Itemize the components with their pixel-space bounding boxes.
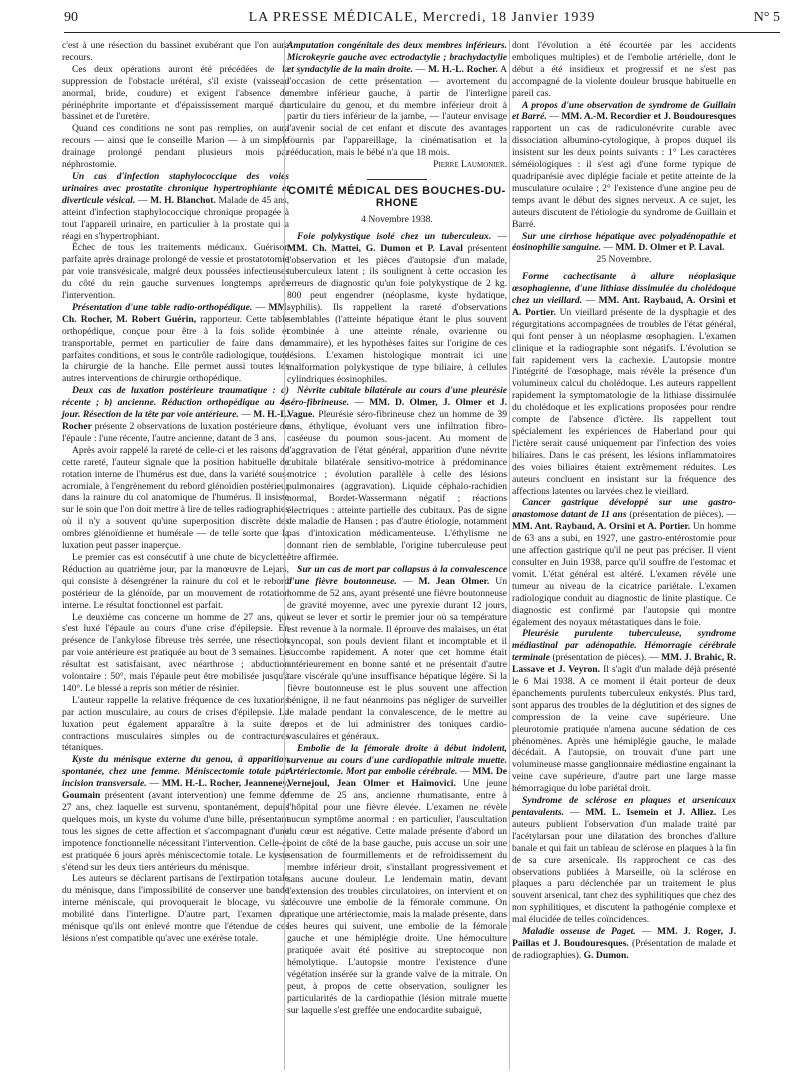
abstract-text: Un homme de 63 ans a subi, en 1927, une gastro-entérostomie pour une affection gastrique qu'il ne peut pas préciser. Il vient consulter en Juin 1938, parce qu'il souffre de l'estomac et vomit. L'état général est altéré. L'examen révèle une tumeur au niveau de la cicatrice pariétale. L'examen radiologique conduit au diagnostic de linite plastique. Ce diagnostic est confirmé par l'autopsie qui montre également des noyaux métastatiques dans le foie.: [512, 521, 737, 628]
abstract-text: présentent l'observation et les pièces d'autopsie d'un malade, tuberculeux latent ; ils soulignent à cette occasion les erreurs de diagnostic qu'un foie polykystique de 2 kg. 800 peut engendrer (néoplasme, kyste hydatique, syphilis). Ils rappellent la rareté d'observations semblables (l'atteinte hépatique étant le plus souvent combinée à une atteinte rénale, ovarienne ou mammaire), et les hypothèses faites sur l'origine de ces lésions. L'examen histologique montrait ici une malformation polykystique de type biliaire, à cellules cylindriques éosinophiles.: [287, 242, 507, 385]
paragraph: Ces deux opérations auront été précédées de la suppression de l'obstacle urétéral, s'il existe (vaisseau anormal, bride, coudure) et exigent l'absence de périnéphrite importante et d'épaississement marqué du bassinet et de l'uretère.: [62, 63, 289, 123]
abstract-authors: MM. De Vernejoul, Jean Olmer et Haïmovici.: [287, 766, 508, 790]
abstract-entry: Deux cas de luxation postérieure traumatique : a) récente ; b) ancienne. Réduction orthopédique au 4e jour. Résection de la tête par voie antérieure. — M. H.-L. Rocher présente 2 observations de luxation postérieure de l'épaule : l'une récente, l'autre ancienne, datant de 3 ans.: [62, 385, 289, 444]
abstract-title-note: (présentation de pièces).: [552, 652, 647, 664]
abstract-text: Malade de 45 ans, atteint d'infection staphylococcique chronique propagée à tout l'appareil urinaire, en particulier à la prostate qui a réagi en s'hypertrophiant.: [62, 194, 289, 242]
column-left: [62, 40, 289, 945]
paragraph: Le deuxième cas concerne un homme de 27 ans, qui s'est luxé l'épaule au cours d'une crise d'épilepsie. En présence de l'ankylose fibreuse très serrée, une résection par voie antérieure est pratiquée au bout de 3 semaines. Le résultat est satisfaisant, avec néarthrose ; abduction volontaire : 50°, mais l'épaule peut être mobilisée jusqu'à 140°. Le blessé a repris son métier de résinier.: [62, 611, 289, 694]
abstract-title: Un cas d'infection staphylococcique des voies urinaires avec prostatite chronique hypertrophiante et diverticule vésical.: [62, 170, 289, 206]
paragraph: dont l'évolution a été écourtée par les accidents emboliques multiples) et de l'embolie artérielle, dont le début a été insidieux et progressif et ne s'est pas accompagné de la violente douleur brusque habituelle en pareil cas.: [512, 40, 736, 99]
abstract-text: A l'occasion de cette présentation — avortement du membre inférieur gauche, à partir de l'interligne articulaire du genou, et du membre inférieur droit à partir du tiers inférieur de la jambe, — l'auteur envisage l'avenir social de cet enfant et discute des avantages fournis par l'appareillage, la cinématisation et la rééducation, mais le bébé n'a que 18 mois.: [287, 63, 507, 159]
abstract-entry: Maladie osseuse de Paget. — MM. J. Roger, J. Paillas et J. Boudouresques. (Présentation de malade et de radiographies). G. Dumon.: [512, 926, 737, 961]
abstract-entry: Foie polykystique isolé chez un tuberculeux. — MM. Ch. Mattei, G. Dumon et P. Laval présentent l'observation et les pièces d'autopsie d'un malade, tuberculeux latent ; ils soulignent à cette occasion les erreurs de diagnostic qu'un foie polykystique de 2 kg. 800 peut engendrer (néoplasme, kyste hydatique, syphilis). Ils rappellent la rareté d'observations semblables (l'atteinte hépatique étant le plus souvent combinée à une atteinte rénale, ovarienne ou mammaire), et les hypothèses faites sur l'origine de ces lésions. L'examen histologique montrait ici une malformation polykystique de type biliaire, à cellules cylindriques éosinophiles.: [287, 230, 507, 385]
running-header: [64, 10, 780, 32]
abstract-text: Il s'agit d'un malade déjà présenté le 6 Mai 1938. A ce moment il était porteur de deux épanchements purulents tuberculeux enkystés. Plus tard, sont apparus des troubles de la déglutition et des signes de compression de la veine cave supérieure. Une pleurotomie pratiquée n'amena aucune sédation de ces phénomènes. Après une hémiplégie gauche, le malade décédait. A l'autopsie, on trouvait d'une part une volumineuse masse ganglionnaire médiastine engainant la veine cave supérieure, d'autre part une large masse hémorragique du lobe pariétal droit.: [512, 664, 736, 795]
section-date: 4 Novembre 1938.: [361, 213, 433, 225]
abstract-entry: Présentation d'une table radio-orthopédique. — MM. Ch. Rocher, M. Robert Guérin, rapporteur. Cette table orthopédique, conçue pour être à la fois solide et transportable, permet en particulier de faire dans de parfaites conditions, et sous le contrôle radiologique, toute la chirurgie de la hanche. Elle permet aussi toutes les autres interventions de chirurgie orthopédique.: [62, 301, 289, 385]
abstract-entry: Un cas d'infection staphylococcique des voies urinaires avec prostatite chronique hypertrophiante et diverticule vésical. — M. H. Blanchot. Malade de 45 ans, atteint d'infection staphylococcique chronique propagée à tout l'appareil urinaire, en particulier à la prostate qui a réagi en s'hypertrophiant.: [62, 170, 289, 242]
abstract-authors: MM. A.-M. Recordier et J. Boudouresques: [561, 111, 736, 123]
abstract-authors: MM. D. Olmer et P. Laval.: [615, 242, 725, 254]
abstract-entry: A propos d'une observation de syndrome de Guillain et Barré. — MM. A.-M. Recordier et J. Boudouresques rapportent un cas de radiculonévrite curable avec dissociation albumino-cytologique, à propos duquel ils insistent sur les deux points suivants : 1° Les caractères séméiologiques : il s'est agi d'une forme typique de quadriparésie avec diplégie faciale et petite atteinte de la musculature oculaire ; 2° l'existence d'une angine peu de temps avant le début des signes nerveux. A ce sujet, les auteurs discutent de l'étiologie du syndrome de Guillain et Barré.: [512, 99, 736, 230]
abstract-title: Cancer gastrique développé sur une gastro-anastomose datant de 11 ans: [512, 497, 736, 521]
abstract-entry: Embolie de la fémorale droite à début indolent, survenue au cours d'une cardiopathie mitrale muette. Artériectomie. Mort par embolie cérébrale. — MM. De Vernejoul, Jean Olmer et Haïmovici. Une jeune femme de 25 ans, ancienne rhumatisante, entre à l'hôpital pour une fièvre élevée. L'examen ne révèle aucun symptôme anormal : en particulier, l'auscultation du cœur est négative. Cette malade présente d'abord un point de côté de la base gauche, puis accuse un soir une sensation de fourmillements et de refroidissement du membre inférieur droit, s'installant progressivement et sans aucune douleur. Le lendemain matin, devant l'extension des troubles circulatoires, on intervient et on découvre une embolie de la fémorale commune. On pratique une artériectomie, mais la malade présente, dans les heures qui suivent, une embolie de la fémorale gauche et une hémiplégie droite. Une hémoculture pratiquée avait été positive au streptocoque non hémolytique. L'autopsie montre l'existence d'une végétation insérée sur la grande valve de la mitrale. On peut, à propos de cette observation, souligner les particularités de la cardiopathie (lésion mitrale muette sur laquelle s'est greffée une endocardite subaiguë,: [287, 742, 508, 1016]
abstract-authors: M. H.-L. Rocher.: [427, 63, 498, 75]
abstract-text: présente 2 observations de luxation postérieure de l'épaule : l'une récente, l'autre ancienne, datant de 3 ans.: [62, 421, 289, 444]
abstract-title: Présentation d'une table radio-orthopédique.: [72, 301, 253, 313]
abstract-authors: MM. H.-L. Rocher, Jeanneney, Goumain: [62, 778, 290, 802]
abstract-title: Kyste du ménisque externe du genou, à apparition spontanée, chez une femme. Méniscectomie totale par incision transversale.: [62, 754, 289, 790]
paragraph: c'est à une résection du bassinet exubérant que l'on aura recours.: [62, 40, 289, 63]
abstract-entry: Kyste du ménisque externe du genou, à apparition spontanée, chez une femme. Méniscectomie totale par incision transversale. — MM. H.-L. Rocher, Jeanneney, Goumain présentent (avant intervention) une femme de 27 ans, chez laquelle est survenu, spontanément, depuis quelques mois, un kyste du volume d'une bille, présentant tous les signes de cette affection et s'accompagnant d'une impotence fonctionnelle nécessitant l'intervention. Celle-ci est pratiquée 6 jours après méniscectomie totale. Le kyste s'étend sur les deux tiers antérieurs du ménisque.: [62, 754, 290, 873]
paragraph: Les auteurs se déclarent partisans de l'extirpation totale du ménisque, dans l'impossibilité de conserver une bande interne méniscale, qui provoquerait le blocage, vu sa mobilité dans l'interligne. D'autre part, l'examen du ménisque qu'ils ont enlevé montre que l'étendue de ces lésions n'est compatible qu'avec une exérèse totale.: [62, 873, 289, 944]
abstract-entry: Sur une cirrhose hépatique avec polyadénopathie et éosinophilie sanguine. — MM. D. Olmer et P. Laval.: [512, 230, 736, 254]
abstract-authors: MM. Ant. Raybaud, A. Orsini et A. Portier.: [512, 295, 736, 318]
abstract-entry: Pleurésie purulente tuberculeuse, syndrome médiastinal par adénopathie. Hémorragie cérébrale terminale (présentation de pièces). — MM. J. Brahic, R. Lassave et J. Veyron. Il s'agit d'un malade déjà présenté le 6 Mai 1938. A ce moment il était porteur de deux épanchements purulents tuberculeux enkystés. Plus tard, sont apparus des troubles de la déglutition et des signes de compression de la veine cave supérieure. Une pleurotomie pratiquée n'amena aucune sédation de ces phénomènes. Après une hémiplégie gauche, le malade décédait. A l'autopsie, on trouvait d'une part une volumineuse masse ganglionnaire médiastine engainant la veine cave supérieure, d'autre part une large masse hémorragique du lobe pariétal droit.: [512, 628, 737, 795]
abstract-title: Maladie osseuse de Paget.: [522, 926, 636, 938]
abstract-authors: MM. Ch. Rocher, M. Robert Guérin,: [62, 301, 289, 325]
abstract-authors: MM. Ch. Mattei, G. Dumon et P. Laval: [287, 242, 463, 254]
abstract-authors: MM. J. Brahic, R. Lassave et J. Veyron.: [512, 652, 737, 676]
column-divider: [509, 40, 510, 1070]
column-right: [512, 40, 736, 962]
paragraph: Échec de tous les traitements médicaux. Guérison parfaite après drainage prolongé de vessie et prostatotomie par voie transvésicale, malgré deux poussées infectieuses du côté du rein gauche survenues longtemps après l'intervention.: [62, 242, 289, 302]
abstract-title: Deux cas de luxation postérieure traumatique : a) récente ; b) ancienne. Réduction orthopédique au 4e jour. Résection de la tête par voie antérieure.: [62, 385, 289, 421]
abstract-text: rapportent un cas de radiculonévrite curable avec dissociation albumino-cytologique, à propos duquel ils insistent sur les deux points suivants : 1° Les caractères séméiologiques : il s'est agi d'une forme typique de quadriparésie avec diplégie faciale et petite atteinte de la musculature oculaire ; 2° l'existence d'une angine peu de temps avant le début des signes nerveux. A ce sujet, les auteurs discutent de l'étiologie du syndrome de Guillain et Barré.: [512, 123, 736, 230]
abstract-text: Pleurésie séro-fibrineuse chez un homme de 39 ans, éthylique, évoluant vers une infiltration fibro-caséeuse du poumon sous-jacent. Au moment de l'aggravation de l'état général, apparition d'une névrite cubitale bilatérale sensitivo-motrice à prédominance motrice ; évolution parallèle à celle des lésions pulmonaires (aggravation). Liquide céphalo-rachidien normal, Bordet-Wassermann négatif ; réactions électriques : atteinte partielle des cubitaux. Pas de signe de maladie de Hansen ; pas d'autre étiologie, notamment pas d'intoxication médicamenteuse. L'éthylisme ne donnant rien de semblable, l'origine tuberculeuse peut être affirmée.: [287, 409, 508, 564]
section-date: 25 Novembre.: [596, 254, 652, 266]
abstract-title-note: (présentation de pièces).: [629, 509, 724, 521]
abstract-text: (Présentation de malade et de radiographies).: [512, 937, 736, 961]
abstract-entry: Sur un cas de mort par collapsus à la convalescence d'une fièvre boutonneuse. — M. Jean Olmer. Un homme de 52 ans, ayant présenté une fièvre boutonneuse de gravité moyenne, avec une pyrexie durant 12 jours, veut se lever et sortir le premier jour où sa température est revenue à la normale. Il éprouve des malaises, un état syncopal, son pouls devient filant et incomptable et il succombe rapidement. A noter que cet homme était antérieurement en bonne santé et ne présentait d'autre tare viscérale qu'une insuffisance hépatique légère. Si la fièvre boutonneuse est le plus souvent une affection bénigne, il ne faut néanmoins pas négliger de surveiller le malade pendant la convalescence, de le mettre au repos et de lui administrer des toniques cardio-vasculaires et généraux.: [287, 564, 507, 742]
abstract-text: rapporteur. Cette table orthopédique, conçue pour être à la fois solide et transportable, permet en particulier de faire dans de parfaites conditions, et sous le contrôle radiologique, toute la chirurgie de la hanche. Elle permet aussi toutes les autres interventions de chirurgie orthopédique.: [62, 313, 289, 385]
abstract-title: Névrite cubitale bilatérale au cours d'une pleurésie séro-fibrineuse.: [287, 385, 507, 409]
paragraph: Après avoir rappelé la rareté de celle-ci et les raisons de cette rareté, l'auteur signale que la position habituelle de rotation interne de l'humérus est due, dans la variété sous-acromiale, à l'engrènement du rebord glénoïdien postérieur dans la rainure du col anatomique de l'humérus. Il insiste sur le soin que l'on doit mettre à lire de telles radiographies où il n'y a souvent qu'une superposition discrète des ombres glénoïdienne et humérale — de telle sorte que la luxation peut passer inaperçue.: [62, 444, 289, 552]
abstract-text: Un homme de 52 ans, ayant présenté une fièvre boutonneuse de gravité moyenne, avec une pyrexie durant 12 jours, veut se lever et sortir le premier jour où sa température est revenue à la normale. Il éprouve des malaises, un état syncopal, son pouls devient filant et incomptable et il succombe rapidement. A noter que cet homme était antérieurement en bonne santé et ne présentait d'autre tare viscérale qu'une insuffisance hépatique légère. Si la fièvre boutonneuse est le plus souvent une affection bénigne, il ne faut néanmoins pas négliger de surveiller le malade pendant la convalescence, de le mettre au repos et de lui administrer des toniques cardio-vasculaires et généraux.: [287, 575, 507, 742]
abstract-title: Sur un cas de mort par collapsus à la convalescence d'une fièvre boutonneuse.: [287, 564, 507, 587]
abstract-title: Pleurésie purulente tuberculeuse, syndrome médiastinal par adénopathie. Hémorragie cérébrale terminale: [512, 628, 736, 664]
paragraph: L'auteur rappelle la relative fréquence de ces luxations par action musculaire, au cours de crises d'épilepsie. La luxation peut également apparaître à la suite de contractions musculaires simples ou de contractures tétaniques.: [62, 694, 289, 754]
abstract-title: Syndrome de sclérose en plaques et arsenicaux pentavalents.: [512, 795, 736, 818]
abstract-title: Foie polykystique isolé chez un tuberculeux.: [297, 230, 492, 242]
abstract-entry: Amputation congénitale des deux membres inférieurs. Microkeyrie gauche avec ectrodactylie ; brachydactylie et syndactylie de la main droite. — M. H.-L. Rocher. A l'occasion de cette présentation — avortement du membre inférieur gauche, à partir de l'interligne articulaire du genou, et du membre inférieur droit à partir du tiers inférieur de la jambe, — l'auteur envisage l'avenir social de cet enfant et discute des avantages fournis par l'appareillage, la cinématisation et la rééducation, mais le bébé n'a que 18 mois.: [287, 40, 507, 159]
abstract-authors: MM. J. Roger, J. Paillas et J. Boudouresques.: [512, 926, 737, 949]
abstract-title: A propos d'une observation de syndrome de Guillain et Barré.: [512, 99, 736, 123]
abstract-text: présentent (avant intervention) une femme de 27 ans, chez laquelle est survenu, spontanément, depuis quelques mois, un kyste du volume d'une bille, présentant tous les signes de cette affection et s'accompagnant d'une impotence fonctionnelle nécessitant l'intervention. Celle-ci est pratiquée 6 jours après méniscectomie totale. Le kyste s'étend sur les deux tiers antérieurs du ménisque.: [62, 790, 289, 873]
paragraph: Le premier cas est consécutif à une chute de bicyclette. Réduction au quatrième jour, par la manœuvre de Lejars, qui consiste à désengréner la rainure du col et le rebord postérieur de la glénoïde, par un mouvement de rotation interne. Le résultat fonctionnel est parfait.: [62, 551, 289, 611]
issue-number: N° 5: [753, 10, 780, 25]
abstract-authors: M. Jean Olmer.: [418, 575, 490, 587]
abstract-text: Une jeune femme de 25 ans, ancienne rhumatisante, entre à l'hôpital pour une fièvre élevée. L'examen ne révèle aucun symptôme anormal : en particulier, l'auscultation du cœur est négative. Cette malade présente d'abord un point de côté de la base gauche, puis accuse un soir une sensation de fourmillements et de refroidissement du membre inférieur droit, s'installant progressivement et sans aucune douleur. Le lendemain matin, devant l'extension des troubles circulatoires, on intervient et on découvre une embolie de la fémorale commune. On pratique une artériectomie, mais la malade présente, dans les heures qui suivent, une embolie de la fémorale gauche et une hémiplégie droite. Une hémoculture pratiquée avait été positive au streptocoque non hémolytique. L'autopsie montre l'existence d'une végétation insérée sur la grande valve de la mitrale. On peut, à propos de cette observation, souligner les particularités de la cardiopathie (lésion mitrale muette sur laquelle s'est greffée une endocardite subaiguë,: [287, 778, 507, 1016]
abstract-title: Amputation congénitale des deux membres inférieurs. Microkeyrie gauche avec ectrodactylie ; brachydactylie et syndactylie de la main droite.: [287, 40, 507, 75]
abstract-text: Les auteurs publient l'observation d'un malade traité par l'acétylarsan pour une dilatation des bronches d'allure banale et qui fait un tableau de sclérose en plaques à la fin de sa cure arsenicale. Ils rapprochent ce cas des observations publiées à Marseille, où la sclérose en plaques a paru déclenchée par un traitement le plus souvent arsenical, tant chez des syphilitiques que chez des non syphilitiques, et discutent la pathogénie complexe et mal élucidée de telles coïncidences.: [512, 807, 737, 926]
signature: G. Dumon.: [583, 949, 629, 961]
abstract-authors: MM. D. Olmer, J. Olmer et J. Vague.: [287, 397, 508, 421]
abstract-title: Forme cachectisante à allure néoplasique œsophagienne, d'une lithiase dissimulée du cholédoque chez un vieillard.: [512, 271, 736, 307]
signature: Pierre Laumonier.: [433, 159, 507, 171]
abstract-entry: Forme cachectisante à allure néoplasique œsophagienne, d'une lithiase dissimulée du cholédoque chez un vieillard. — MM. Ant. Raybaud, A. Orsini et A. Portier. Un vieillard présente de la dysphagie et des régurgitations accompagnées de troubles de l'état général, qui font penser à un néoplasme œsophagien. L'examen clinique et la radiographie sont négatifs. L'évolution se fait rapidement vers la cachexie. L'autopsie montre l'intégrité de l'œsophage, mais révèle la présence d'un volumineux calcul du cholédoque. Les auteurs rappellent rapidement la symptomatologie de la lithiase dissimulée du cholédoque et les explications proposées pour rendre compte de l'absence d'ictère. Ils rappellent tout spécialement les expériences de Haberland pour qui l'ictère serait causé uniquement par l'infection des voies biliaires. Dans le cas présent, les lésions inflammatoires des voies biliaires étaient extrêmement réduites. Les auteurs concluent en insistant sur la fréquence des affections latentes ou larvées chez le vieillard.: [512, 271, 736, 497]
abstract-text: Un vieillard présente de la dysphagie et des régurgitations accompagnées de troubles de l'état général, qui font penser à un néoplasme œsophagien. L'examen clinique et la radiographie sont négatifs. L'évolution se fait rapidement vers la cachexie. L'autopsie montre l'intégrité de l'œsophage, mais révèle la présence d'un volumineux calcul du cholédoque. Les auteurs rappellent rapidement la symptomatologie de la lithiase dissimulée du cholédoque et les explications proposées pour rendre compte de l'absence d'ictère. Ils rappellent tout spécialement les expériences de Haberland pour qui l'ictère serait causé uniquement par l'infection des voies biliaires. Dans le cas présent, les lésions inflammatoires des voies biliaires étaient extrêmement réduites. Les auteurs concluent en insistant sur la fréquence des affections latentes ou larvées chez le vieillard.: [512, 306, 736, 497]
abstract-authors: M. H.-L. Rocher: [62, 409, 289, 432]
section-title: COMITÉ MÉDICAL DES BOUCHES-DU-RHONE: [288, 184, 506, 209]
journal-title: LA PRESSE MÉDICALE, Mercredi, 18 Janvier 1939: [248, 10, 596, 25]
header-rule: [64, 32, 780, 33]
section-rule: [367, 179, 427, 180]
abstract-entry: Cancer gastrique développé sur une gastro-anastomose datant de 11 ans (présentation de pièces). — MM. Ant. Raybaud, A. Orsini et A. Portier. Un homme de 63 ans a subi, en 1927, une gastro-entérostomie pour une affection gastrique qu'il ne peut pas préciser. Il vient consulter en Juin 1938, parce qu'il souffre de l'estomac et vomit. L'état général est altéré. L'examen révèle une tumeur au niveau de la cicatrice pariétale. L'examen radiologique conduit au diagnostic de linite plastique. Ce diagnostic est confirmé par l'autopsie qui montre également des noyaux métastatiques dans le foie.: [512, 497, 737, 628]
abstract-authors: MM. L. Isemein et J. Alliez.: [585, 807, 717, 818]
abstract-authors: M. H. Blanchot.: [150, 194, 216, 206]
abstract-title: Sur une cirrhose hépatique avec polyadénopathie et éosinophilie sanguine.: [512, 230, 736, 254]
paragraph: Quand ces conditions ne sont pas remplies, on aura recours — ainsi que le conseille Marion — à un simple drainage prolongé pendant plusieurs mois par néphrostomie.: [62, 123, 289, 171]
abstract-entry: Syndrome de sclérose en plaques et arsenicaux pentavalents. — MM. L. Isemein et J. Alliez. Les auteurs publient l'observation d'un malade traité par l'acétylarsan pour une dilatation des bronches d'allure banale et qui fait un tableau de sclérose en plaques à la fin de sa cure arsenicale. Ils rapprochent ce cas des observations publiées à Marseille, où la sclérose en plaques a paru déclenchée par un traitement le plus souvent arsenical, tant chez des syphilitiques que chez des non syphilitiques, et discutent la pathogénie complexe et mal élucidée de telles coïncidences.: [512, 795, 737, 926]
abstract-entry: Névrite cubitale bilatérale au cours d'une pleurésie séro-fibrineuse. — MM. D. Olmer, J. Olmer et J. Vague. Pleurésie séro-fibrineuse chez un homme de 39 ans, éthylique, évoluant vers une infiltration fibro-caséeuse du poumon sous-jacent. Au moment de l'aggravation de l'état général, apparition d'une névrite cubitale bilatérale sensitivo-motrice à prédominance motrice ; évolution parallèle à celle des lésions pulmonaires (aggravation). Liquide céphalo-rachidien normal, Bordet-Wassermann négatif ; réactions électriques : atteinte partielle des cubitaux. Pas de signe de maladie de Hansen ; pas d'autre étiologie, notamment pas d'intoxication médicamenteuse. L'éthylisme ne donnant rien de semblable, l'origine tuberculeuse peut être affirmée.: [287, 385, 508, 564]
column-middle: [287, 40, 507, 1017]
abstract-title: Embolie de la fémorale droite à début indolent, survenue au cours d'une cardiopathie mitrale muette. Artériectomie. Mort par embolie cérébrale.: [287, 742, 507, 778]
column-divider: [284, 40, 285, 1070]
page-number: 90: [64, 10, 78, 25]
abstract-authors: MM. Ant. Raybaud, A. Orsini et A. Portier.: [512, 521, 691, 533]
